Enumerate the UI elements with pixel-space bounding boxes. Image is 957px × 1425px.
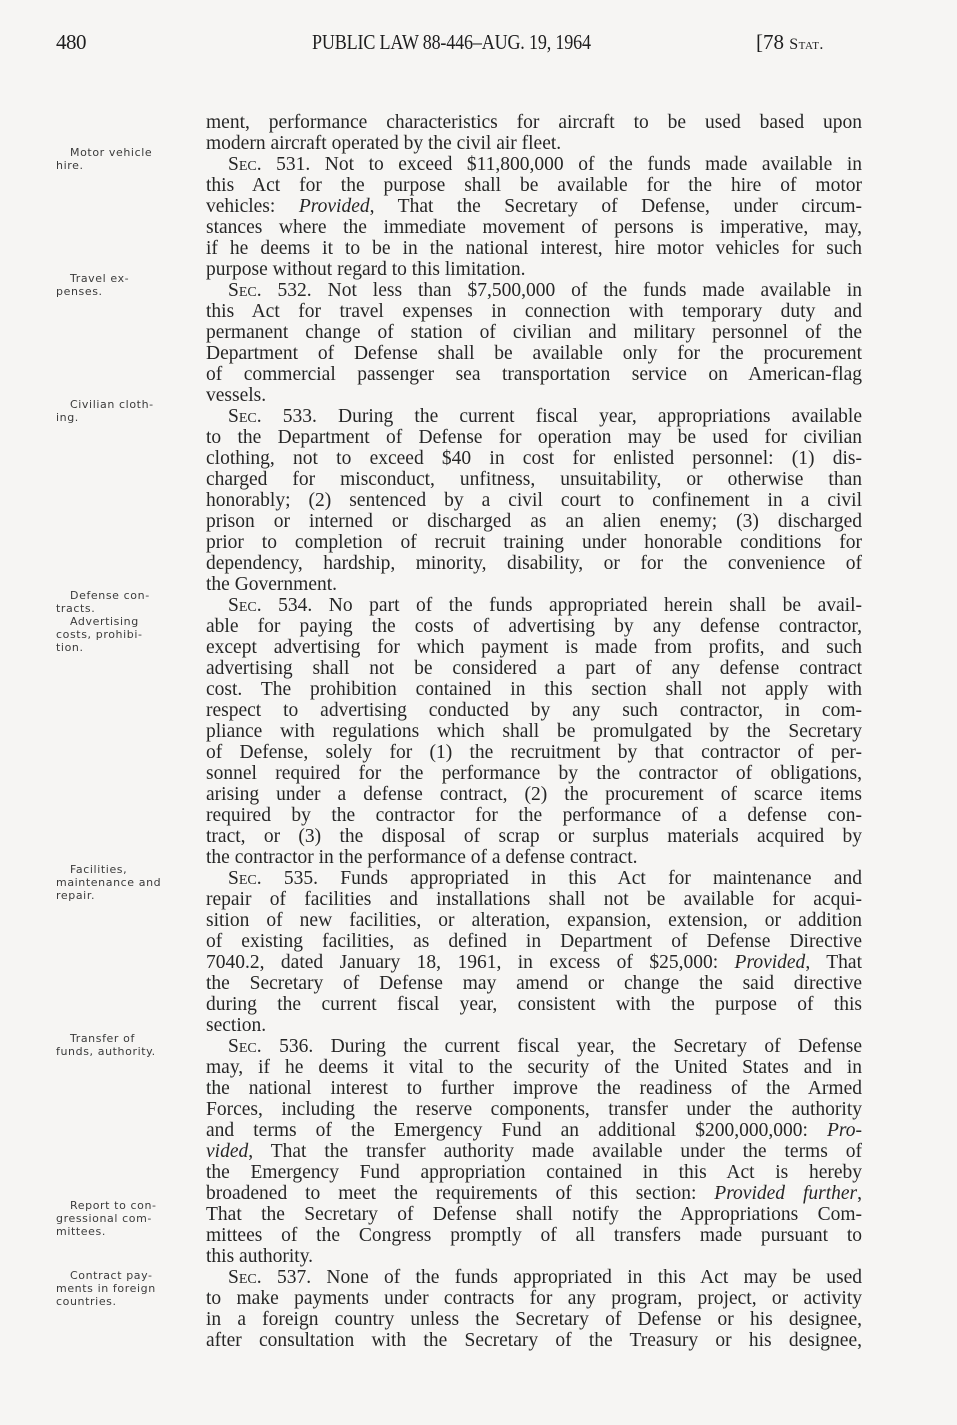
body-line (206, 763, 862, 784)
text-run: vehicles: (206, 196, 299, 217)
text-run: honorably; (2) sentenced by a civil court to confinement in a civil (206, 490, 862, 511)
margin-note-line: funds, authority. (56, 1045, 156, 1058)
margin-note-line: penses. (56, 285, 103, 298)
body-line (206, 658, 862, 679)
body-line (206, 1141, 862, 1162)
margin-note-line: Report to con- (70, 1199, 157, 1212)
text-run: pliance with regulations which shall be promulgated by the Secretary (206, 721, 862, 742)
text-run: the Secretary of Defense may amend or change the said directive (206, 973, 862, 994)
text-run: prior to completion of recruit training under honorable conditions for (206, 532, 862, 553)
margin-note-line: Defense con- (70, 589, 150, 602)
section-label: Sec. (228, 280, 262, 301)
body-line (206, 784, 862, 805)
body-line (206, 1225, 862, 1246)
body-line (206, 1288, 862, 1309)
margin-note-line: tion. (56, 641, 84, 654)
body-line (206, 1078, 862, 1099)
text-run: advertising shall not be considered a part of any defense contract (206, 658, 862, 679)
statute-label: Stat. (789, 36, 824, 53)
text-run: the Emergency Fund appropriation contained in this Act is hereby (206, 1162, 862, 1183)
body-line (206, 637, 862, 658)
italic-term: Provided further (714, 1183, 858, 1204)
text-run: , (857, 1183, 862, 1204)
text-run: 531. Not to exceed $11,800,000 of the funds made available in (261, 154, 862, 175)
text-run: 532. Not less than $7,500,000 of the funds made available in (261, 280, 862, 301)
body-line (206, 1120, 862, 1141)
text-run: of Defense, solely for (1) the recruitment by that contractor of per- (206, 742, 862, 763)
section-first-line (228, 595, 862, 616)
text-run: That the Secretary of Defense shall notify the Appropriations Com- (206, 1204, 862, 1225)
margin-note-line: Civilian cloth- (70, 398, 154, 411)
body-line (206, 259, 862, 280)
section-first-line (228, 868, 862, 889)
body-line (206, 511, 862, 532)
body-line (206, 196, 862, 217)
section-label: Sec. (228, 868, 262, 889)
margin-note-line: Motor vehicle (70, 146, 153, 159)
margin-note-transfer-of-funds (56, 1032, 156, 1058)
body-line (206, 1309, 862, 1330)
page-number: 480 (56, 30, 86, 54)
text-run: broadened to meet the requirements of this section: (206, 1183, 715, 1204)
text-run: 533. During the current fiscal year, appropriations available (261, 406, 862, 427)
text-run: cost. The prohibition contained in this section shall not apply with (206, 679, 862, 700)
margin-note-facilities (56, 863, 161, 902)
body-line (206, 847, 862, 868)
margin-note-civilian-clothing (56, 398, 154, 424)
body-line (206, 364, 862, 385)
text-run: 536. During the current fiscal year, the Secretary of Defense (261, 1036, 862, 1057)
body-line (206, 448, 862, 469)
body-line (206, 805, 862, 826)
text-run: in a foreign country unless the Secretary of Defense or his designee, (206, 1309, 862, 1330)
body-line (206, 112, 862, 133)
text-run: to the Department of Defense for operation may be used for civilian (206, 427, 862, 448)
text-run: dependency, hardship, minority, disability, or for the convenience of (206, 553, 862, 574)
body-line (206, 469, 862, 490)
body-line (206, 427, 862, 448)
body-line (206, 679, 862, 700)
margin-note-line: maintenance and (56, 876, 162, 889)
text-run: , That the Secretary of Defense, under circum- (369, 196, 863, 217)
margin-note-contract-payments (56, 1269, 156, 1308)
section-label: Sec. (228, 1267, 262, 1288)
body-line (206, 1183, 862, 1204)
text-run: clothing, not to exceed $40 in cost for enlisted personnel: (1) dis- (206, 448, 862, 469)
text-run: section. (206, 1015, 267, 1036)
text-run: modern aircraft operated by the civil air fleet. (206, 133, 562, 154)
text-run: vessels. (206, 385, 267, 406)
margin-note-line: costs, prohibi- (56, 628, 143, 641)
text-run: , That (805, 952, 862, 973)
text-run: repair of facilities and installations shall not be available for acqui- (206, 889, 862, 910)
margin-note-travel-expenses (56, 272, 129, 298)
text-run: required by the contractor for the performance of a defense con- (206, 805, 862, 826)
body-line (206, 973, 862, 994)
text-run: this authority. (206, 1246, 314, 1267)
italic-term: Pro- (826, 1120, 862, 1141)
body-line (206, 1057, 862, 1078)
italic-term: Provided (298, 196, 370, 217)
text-run: 7040.2, dated January 18, 1961, in excess of $25,000: (206, 952, 735, 973)
text-run: able for paying the costs of advertising by any defense contractor, (206, 616, 862, 637)
text-run: sonnel required for the performance by the contractor of obligations, (206, 763, 862, 784)
text-run: the national interest to further improve the readiness of the Armed (206, 1078, 862, 1099)
text-run: 537. None of the funds appropriated in this Act may be used (261, 1267, 862, 1288)
section-first-line (228, 154, 862, 175)
text-run: after consultation with the Secretary of the Treasury or his designee, (206, 1330, 862, 1351)
body-line (206, 931, 862, 952)
body-line (206, 910, 862, 931)
text-run: permanent change of station of civilian and military personnel of the (206, 322, 862, 343)
body-line (206, 1204, 862, 1225)
body-line (206, 721, 862, 742)
body-line (206, 700, 862, 721)
body-line (206, 238, 862, 259)
text-run: if he deems it to be in the national interest, hire motor vehicles for such (206, 238, 862, 259)
margin-note-line: Advertising (70, 615, 139, 628)
body-line (206, 994, 862, 1015)
body-line (206, 553, 862, 574)
text-run: of commercial passenger sea transportation service on American-flag (206, 364, 862, 385)
text-run: of existing facilities, as defined in Department of Defense Directive (206, 931, 862, 952)
body-line (206, 742, 862, 763)
text-run: Forces, including the reserve components, transfer under the authority (206, 1099, 862, 1120)
body-line (206, 490, 862, 511)
margin-note-line: Travel ex- (70, 272, 130, 285)
section-label: Sec. (228, 1036, 262, 1057)
body-line (206, 385, 862, 406)
text-run: during the current fiscal year, consistent with the purpose of this (206, 994, 862, 1015)
margin-note-report-to-committees (56, 1199, 157, 1238)
body-line (206, 889, 862, 910)
body-line (206, 826, 862, 847)
margin-note-line: ments in foreign (56, 1282, 156, 1295)
body-line (206, 1330, 862, 1351)
text-run: may, if he deems it vital to the security of the United States and in (206, 1057, 862, 1078)
text-run: Department of Defense shall be available only for the procurement (206, 343, 862, 364)
body-line (206, 301, 862, 322)
text-run: except advertising for which payment is made from profits, and such (206, 637, 862, 658)
text-run: and terms of the Emergency Fund an additional $200,000,000: (206, 1120, 827, 1141)
text-run: tract, or (3) the disposal of scrap or surplus materials acquired by (206, 826, 862, 847)
text-run: ment, performance characteristics for aircraft to be used based upon (206, 112, 862, 133)
body-line (206, 1015, 862, 1036)
section-label: Sec. (228, 154, 262, 175)
text-run: this Act for the purpose shall be available for the hire of motor (206, 175, 862, 196)
text-run: to make payments under contracts for any program, project, or activity (206, 1288, 862, 1309)
section-first-line (228, 1267, 862, 1288)
running-title: PUBLIC LAW 88-446–AUG. 19, 1964 (312, 30, 591, 54)
margin-note-line: countries. (56, 1295, 117, 1308)
body-line (206, 952, 862, 973)
margin-note-line: repair. (56, 889, 96, 902)
body-line (206, 574, 862, 595)
body-line (206, 175, 862, 196)
text-run: mittees of the Congress promptly of all transfers made pursuant to (206, 1225, 862, 1246)
statute-volume-number: [78 (756, 30, 790, 54)
body-line (206, 532, 862, 553)
text-run: charged for misconduct, unfitness, unsuitability, or otherwise than (206, 469, 862, 490)
text-run: 535. Funds appropriated in this Act for maintenance and (261, 868, 862, 889)
margin-note-line: mittees. (56, 1225, 106, 1238)
text-run: prison or interned or discharged as an alien enemy; (3) discharged (206, 511, 862, 532)
section-label: Sec. (228, 406, 262, 427)
margin-notes (0, 0, 200, 1425)
section-first-line (228, 1036, 862, 1057)
text-run: the Government. (206, 574, 338, 595)
text-run: the contractor in the performance of a defense contract. (206, 847, 638, 868)
margin-note-line: tracts. (56, 602, 96, 615)
text-run: this Act for travel expenses in connection with temporary duty and (206, 301, 862, 322)
section-first-line (228, 280, 862, 301)
margin-note-line: ing. (56, 411, 79, 424)
body-line (206, 322, 862, 343)
italic-term: Provided (734, 952, 806, 973)
text-run: arising under a defense contract, (2) the procurement of scarce items (206, 784, 862, 805)
text-run: purpose without regard to this limitation. (206, 259, 526, 280)
margin-note-motor-vehicle-hire (56, 146, 152, 172)
margin-note-defense-contracts (56, 589, 150, 654)
body-line (206, 616, 862, 637)
text-run: stances where the immediate movement of persons is imperative, may, (206, 217, 862, 238)
body-line (206, 1099, 862, 1120)
text-run: , That the transfer authority made available under the terms of (248, 1141, 862, 1162)
body-line (206, 217, 862, 238)
margin-note-line: Contract pay- (70, 1269, 153, 1282)
section-label: Sec. (228, 595, 262, 616)
margin-note-line: Facilities, (70, 863, 128, 876)
body-line (206, 1162, 862, 1183)
margin-note-line: gressional com- (56, 1212, 153, 1225)
body-text (206, 0, 862, 1425)
body-line (206, 133, 862, 154)
body-line (206, 343, 862, 364)
margin-note-line: Transfer of (70, 1032, 135, 1045)
text-run: 534. No part of the funds appropriated herein shall be avail- (261, 595, 862, 616)
text-run: respect to advertising conducted by any such contractor, in com- (206, 700, 862, 721)
italic-term: vided (206, 1141, 249, 1162)
body-line (206, 1246, 862, 1267)
section-first-line (228, 406, 862, 427)
text-run: sition of new facilities, or alteration, expansion, extension, or addition (206, 910, 862, 931)
margin-note-line: hire. (56, 159, 84, 172)
